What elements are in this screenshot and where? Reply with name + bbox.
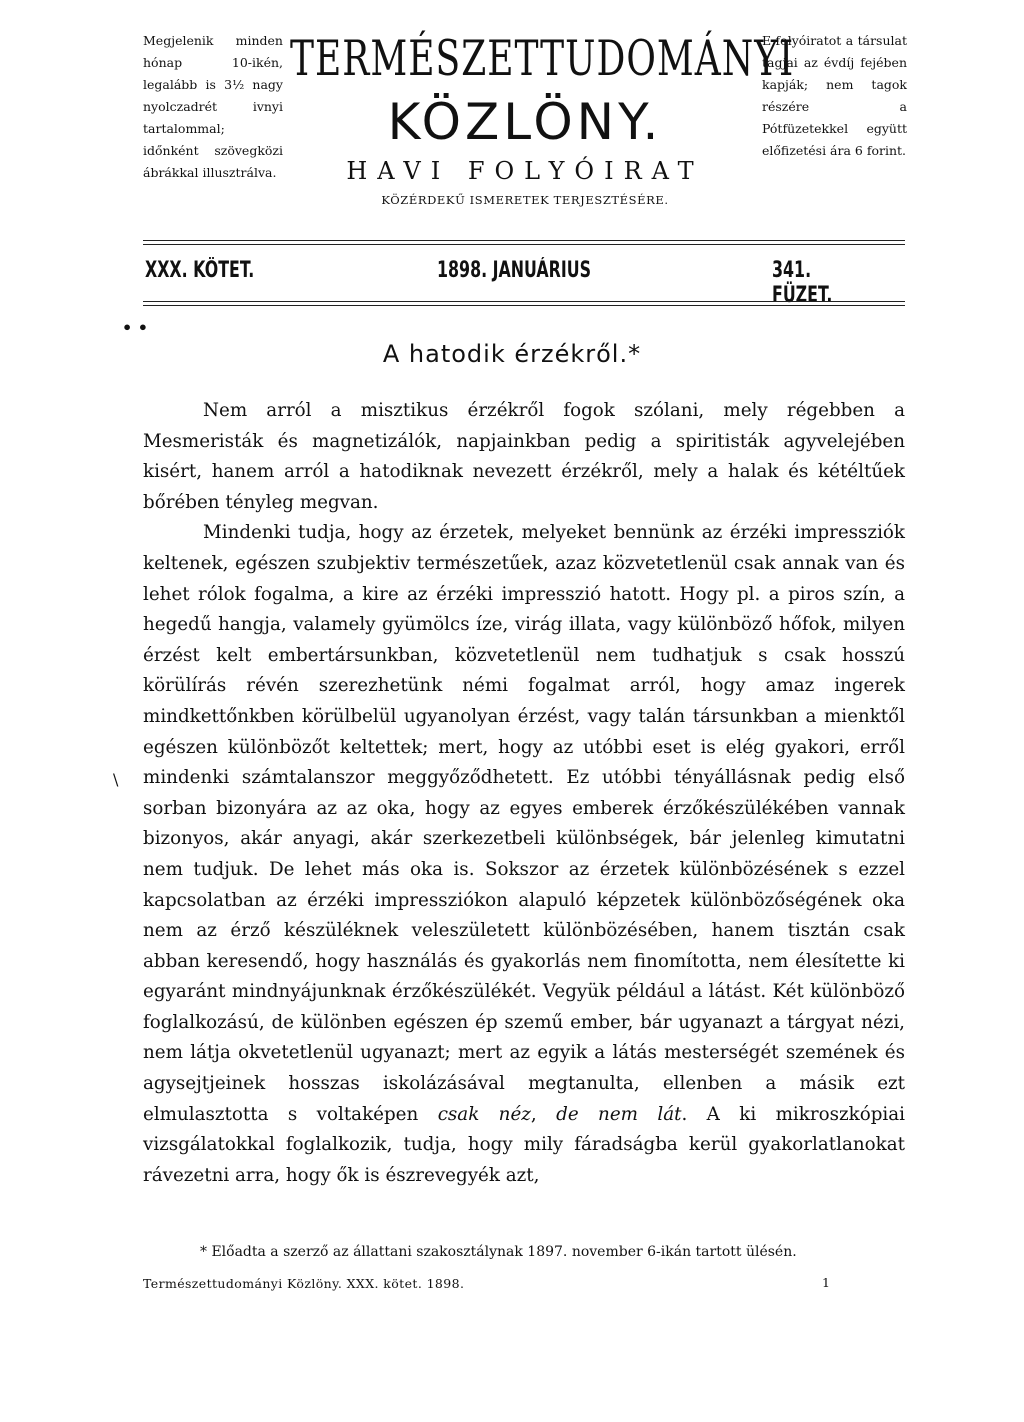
masthead-tagline: KÖZÉRDEKŰ ISMERETEK TERJESZTÉSÉRE. xyxy=(381,193,669,207)
italic-phrase-1: csak néz xyxy=(437,1103,531,1125)
issue-bar xyxy=(143,258,905,308)
paragraph-2 xyxy=(143,518,905,1191)
header-rule-bottom xyxy=(143,301,905,302)
masthead-title-main: KÖZLÖNY. xyxy=(387,93,663,151)
paragraph-2-end: . A ki mikroszkópiai vizsgálatokkal foglalkozik, tudja, hogy mily fáradságba kerül gyakorlatlanokat rávezetni arra, hogy ők is észrevegyék azt, xyxy=(143,1103,905,1186)
article-body xyxy=(143,396,905,1191)
issue-number: 341. FÜZET. xyxy=(772,258,833,308)
paragraph-1: Nem arról a misztikus érzékről fogok szólani, mely régebben a Mesmeristák és magnetizálók, napjainkban pedig a spiritisták agyvelejében kisért, hanem arról a hatodiknak nevezett érzékről, mely a halak és kétéltűek bőrében tényleg megvan. xyxy=(143,400,905,513)
masthead-subtitle: HAVI FOLYÓIRAT xyxy=(346,157,704,185)
subscription-note: E folyóiratot a társulat tagjai az évdíj fejében kapják; nem tagok részére a Pótfüzetekkel együtt előfizetési ára 6 forint. xyxy=(762,33,907,158)
masthead xyxy=(290,30,795,207)
italic-phrase-2: de nem lát xyxy=(556,1103,682,1125)
article-title: A hatodik érzékről.* xyxy=(382,340,642,368)
phrase-separator: , xyxy=(530,1103,537,1125)
masthead-title-top: TERMÉSZETTUDOMÁNYI xyxy=(290,32,795,88)
footnote: * Előadta a szerző az állattani szakosztálynak 1897. november 6-ikán tartott ülésén. xyxy=(200,1244,797,1260)
page-number: 1 xyxy=(822,1275,830,1290)
printer-marks: • • xyxy=(122,318,149,337)
issue-date: 1898. JANUÁRIUS xyxy=(437,258,592,283)
running-footer: Természettudományi Közlöny. XXX. kötet. 1898. xyxy=(143,1276,465,1291)
margin-mark: \ xyxy=(113,770,119,789)
header-rule-top xyxy=(143,240,905,241)
header-rule-top-inner xyxy=(143,244,905,245)
volume-label: XXX. KÖTET. xyxy=(145,258,255,283)
header-rule-bottom-inner xyxy=(143,305,905,306)
paragraph-2-text: Mindenki tudja, hogy az érzetek, melyeket bennünk az érzéki impressziók keltenek, egészen szubjektiv természetűek, azaz közvetetlenül csak annak van és lehet rólok fogalma, a kire az érzéki impresszió hatott. Hogy pl. a piros szín, a hegedű hangja, valamely gyümölcs íze, virág illata, vagy különböző hőfok, milyen érzést kelt embertársunkban, közvetetlenül nem tudhatjuk s csak hosszú körülírás révén szerezhetünk némi fogalmat arról, hogy amaz ingerek mindkettőnkben körülbelül ugyanolyan érzést, vagy talán társunkban a mienktől egészen különbözőt keltettek; mert, hogy az utóbbi eset is elég gyakori, erről mindenki számtalanszor meggyőződhetett. Ez utóbbi tényállásnak pedig első sorban bizonyára az az oka, hogy az egyes emberek érzőkészülékében vannak bizonyos, akár anyagi, akár szerkezetbeli különbségek, bár jelenleg kimutatni nem tudjuk. De lehet más oka is. Sokszor az érzetek különbözésének s ezzel kapcsolatban az érzéki impressziókon alapuló képzetek különbözőségének oka nem az érző készüléknek veleszületett különbözésében, hanem tisztán csak abban keresendő, hogy használás és gyakorlás nem finomította, nem élesítette ki egyaránt mindnyájunknak érzőkészülékét. Vegyük például a látást. Két különböző foglalkozású, de különben egészen ép szemű ember, bár ugyanazt a tárgyat nézi, nem látja okvetetlenül ugyanazt; mert az egyik a látás mesterségét szemének és agysejtjeinek hosszas iskolázásával megtanulta, ellenben a másik ezt elmulasztotta s voltaképen xyxy=(143,522,905,1125)
publication-schedule-note: Megjelenik minden hónap 10-ikén, legalább is 3½ nagy nyolczadrét ivnyi tartalommal; időnként szövegközi ábrákkal illusztrálva. xyxy=(143,33,283,180)
